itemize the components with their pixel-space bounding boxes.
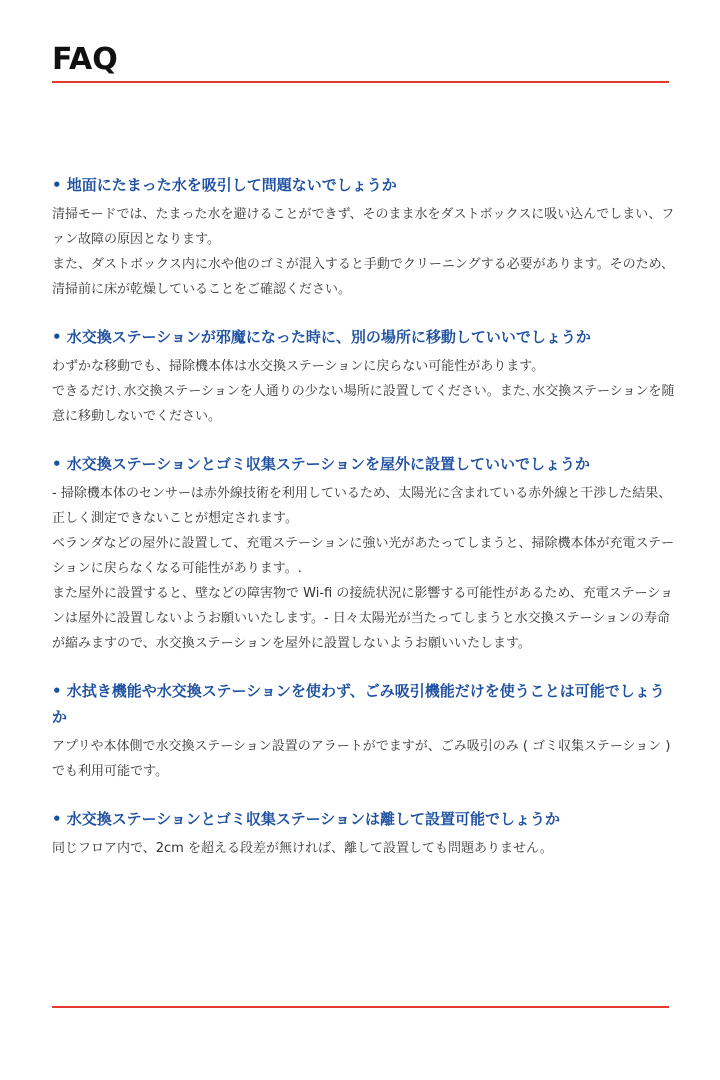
faq-question: • 水交換ステーションが邪魔になった時に、別の場所に移動していいでしょうか <box>52 328 591 346</box>
faq-question: • 水交換ステーションとゴミ収集ステーションを屋外に設置していいでしょうか <box>52 455 591 473</box>
faq-question: • 水拭き機能や水交換ステーションを使わず、ごみ吸引機能だけを使うことは可能でしょうか <box>52 682 665 726</box>
faq-item <box>52 172 677 302</box>
faq-list <box>52 172 677 883</box>
faq-answer-paragraph: ベランダなどの屋外に設置して、充電ステーションに強い光があたってしまうと、掃除機本体が充電ステーションに戻らなくなる可能性があります。. <box>52 536 675 576</box>
page-title: FAQ <box>52 42 118 77</box>
faq-item <box>52 451 677 656</box>
title-divider <box>52 81 669 83</box>
faq-question: • 地面にたまった水を吸引して問題ないでしょうか <box>52 176 397 194</box>
faq-answer-paragraph: また、ダストボックス内に水や他のゴミが混入すると手動でクリーニングする必要があります。そのため、清掃前に床が乾燥していることをご確認ください。 <box>52 257 675 297</box>
faq-answer-paragraph: できるだけ､水交換ステーションを人通りの少ない場所に設置してください。また､水交換ステーションを随意に移動しないでください。 <box>52 384 675 424</box>
faq-answer <box>52 734 677 784</box>
faq-answer-paragraph: わずかな移動でも、掃除機本体は水交換ステーションに戻らない可能性があります。 <box>52 359 545 374</box>
faq-item <box>52 324 677 429</box>
faq-answer-paragraph: また屋外に設置すると、壁などの障害物で Wi-fi の接続状況に影響する可能性があるため、充電ステーションは屋外に設置しないようお願いいたします。- 日々太陽光が当たってしまうと水交換ステーションの寿命が縮みますので、水交換ステーションを屋外に設置しないようお願いいたします。 <box>52 586 674 651</box>
faq-item <box>52 806 677 861</box>
faq-item <box>52 678 677 784</box>
footer-divider <box>52 1006 669 1008</box>
faq-answer <box>52 836 677 861</box>
faq-answer <box>52 481 677 656</box>
faq-answer-paragraph: アプリや本体側で水交換ステーション設置のアラートがでますが、ごみ吸引のみ ( ゴミ収集ステーション ) でも利用可能です。 <box>52 739 671 779</box>
faq-question: • 水交換ステーションとゴミ収集ステーションは離して設置可能でしょうか <box>52 810 561 828</box>
faq-answer-paragraph: - 掃除機本体のセンサーは赤外線技術を利用しているため、太陽光に含まれている赤外線と干渉した結果、正しく測定できないことが想定されます。 <box>52 486 672 526</box>
faq-answer-paragraph: 清掃モードでは、たまった水を避けることができず、そのまま水をダストボックスに吸い込んでしまい、ファン故障の原因となります。 <box>52 207 675 247</box>
faq-answer <box>52 202 677 302</box>
faq-answer <box>52 354 677 429</box>
faq-answer-paragraph: 同じフロア内で、2cm を超える段差が無ければ、離して設置しても問題ありません。 <box>52 841 553 856</box>
